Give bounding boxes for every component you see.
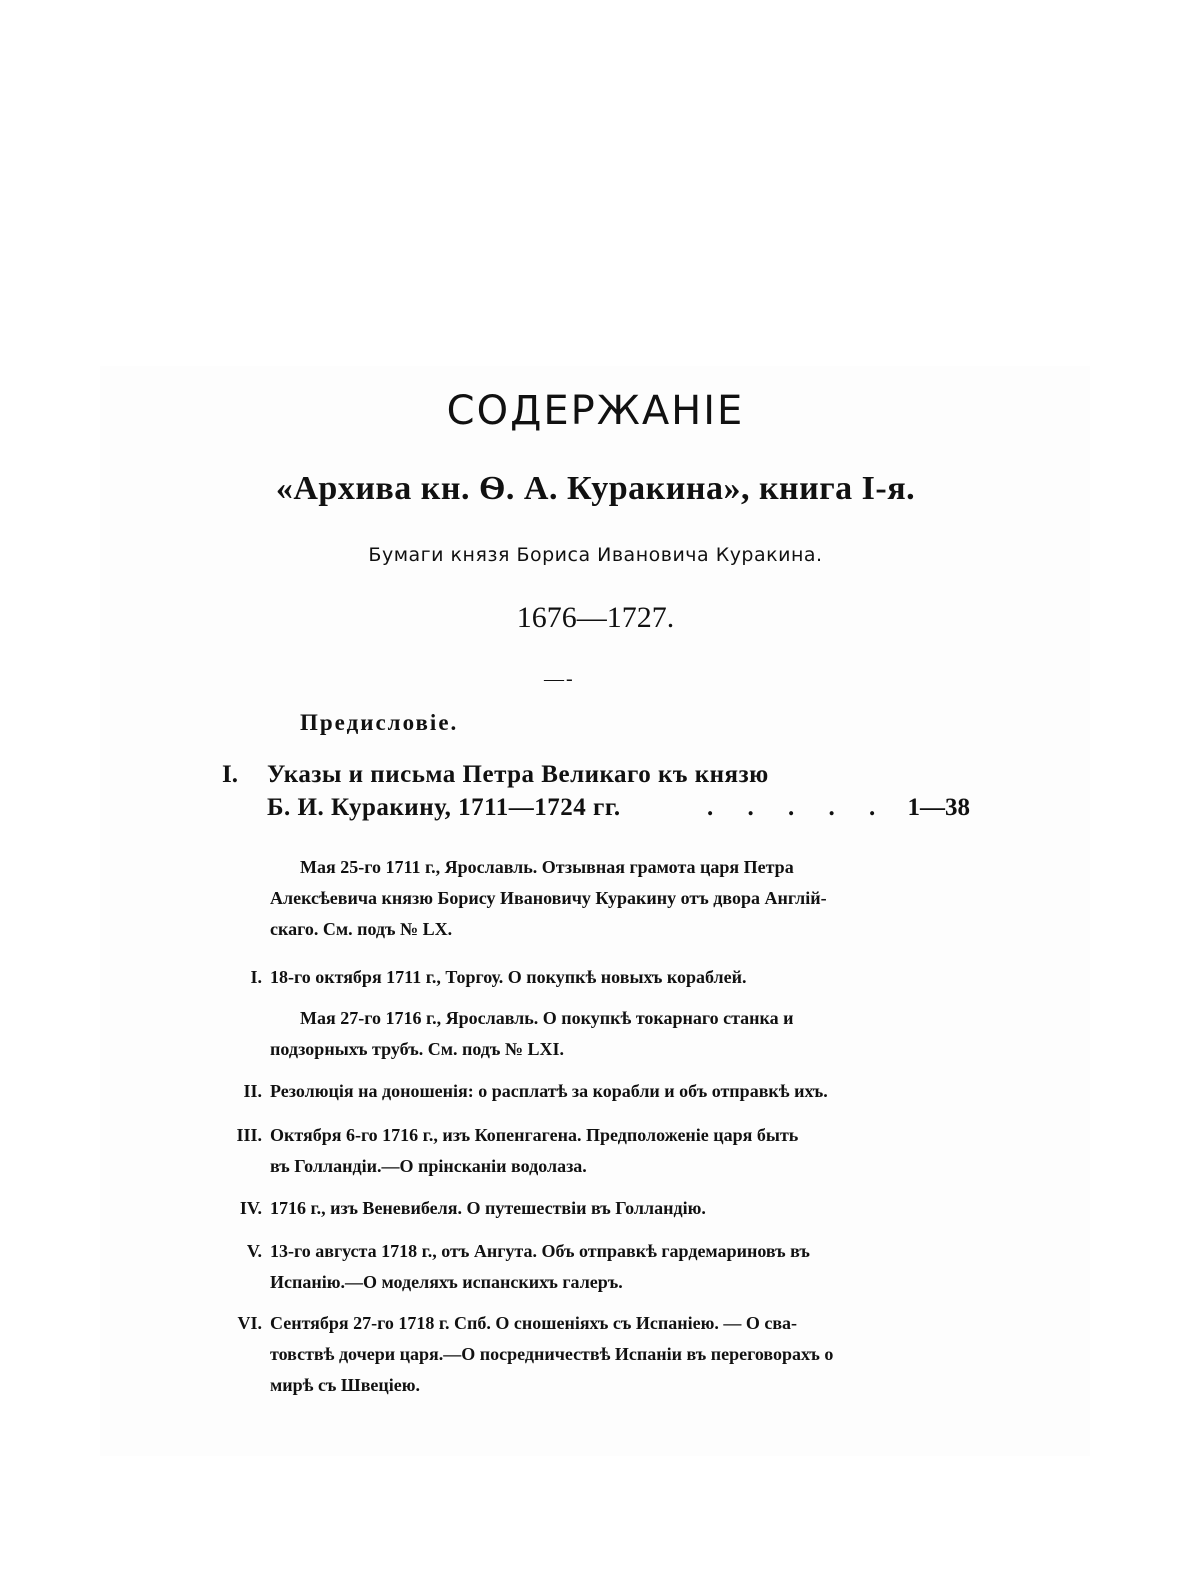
section-page-range: 1—38 — [907, 794, 970, 821]
page-title: СОДЕРЖАНIЕ — [446, 388, 745, 434]
entry-number: IV. — [239, 1198, 262, 1218]
entry-text-line: Мая 25-го 1711 г., Ярославль. Отзывная грамота царя Петра — [300, 857, 794, 877]
entry-text-line: товствѣ дочери царя.—О посредничествѣ Испаніи въ переговорахъ о — [270, 1344, 834, 1364]
entry-text-line: Сентября 27-го 1718 г. Спб. О сношеніяхъ съ Испаніею. — О сва- — [270, 1313, 798, 1333]
entry-text-line: Резолюція на доношенія: о расплатѣ за корабли и объ отправкѣ ихъ. — [270, 1081, 828, 1101]
entry-text-line: 18-го октября 1711 г., Торгоу. О покупкѣ новыхъ кораблей. — [270, 967, 747, 987]
list-item — [0, 1308, 1191, 1400]
entry-text-line: подзорныхъ трубъ. См. подъ № LXI. — [270, 1039, 565, 1059]
list-item — [0, 962, 1191, 992]
list-item — [0, 1076, 1191, 1106]
entry-text-line: 13-го августа 1718 г., отъ Ангута. Объ отправкѣ гардемариновъ въ — [270, 1241, 810, 1261]
entry-text-line: Октября 6-го 1716 г., изъ Копенгагена. Предположеніе царя быть — [270, 1125, 799, 1145]
entry-text-line: мирѣ съ Швеціею. — [270, 1375, 421, 1395]
divider-dash: —- — [544, 668, 575, 690]
list-item — [0, 1193, 1191, 1223]
list-item — [0, 852, 1191, 944]
list-item — [0, 1003, 1191, 1065]
entry-text-line: Испанію.—О моделяхъ испанскихъ галеръ. — [270, 1272, 623, 1292]
entry-number: VI. — [237, 1313, 262, 1333]
entry-number: V. — [246, 1241, 262, 1261]
list-item — [0, 1120, 1191, 1182]
preface-heading: Предисловiе. — [300, 710, 459, 735]
entry-number: III. — [236, 1125, 262, 1145]
entry-text-line: Алексѣевича князю Борису Ивановичу Куракину отъ двора Англій- — [270, 888, 827, 908]
year-range: 1676—1727. — [516, 601, 675, 634]
dot-leader: . . . . . — [707, 794, 890, 821]
entry-text-line: скаго. См. подъ № LX. — [270, 919, 453, 939]
archive-subtitle: «Архива кн. Ѳ. А. Куракина», книга I-я. — [275, 470, 916, 507]
section-title-line-1: Указы и письма Петра Великаго къ князю — [267, 761, 769, 788]
section-title-line-2: Б. И. Куракину, 1711—1724 гг. — [267, 794, 621, 821]
list-item — [0, 1236, 1191, 1298]
entry-text-line: въ Голландіи.—О прінсканіи водолаза. — [270, 1156, 587, 1176]
entry-text-line: 1716 г., изъ Веневибеля. О путешествіи въ Голландію. — [270, 1198, 706, 1218]
papers-subheading: Бумаги князя Бориса Ивановича Куракина. — [368, 544, 823, 566]
entry-number: I. — [250, 967, 262, 987]
section-number: I. — [222, 761, 238, 788]
entry-number: II. — [243, 1081, 262, 1101]
entry-text-line: Мая 27-го 1716 г., Ярославль. О покупкѣ токарнаго станка и — [300, 1008, 794, 1028]
